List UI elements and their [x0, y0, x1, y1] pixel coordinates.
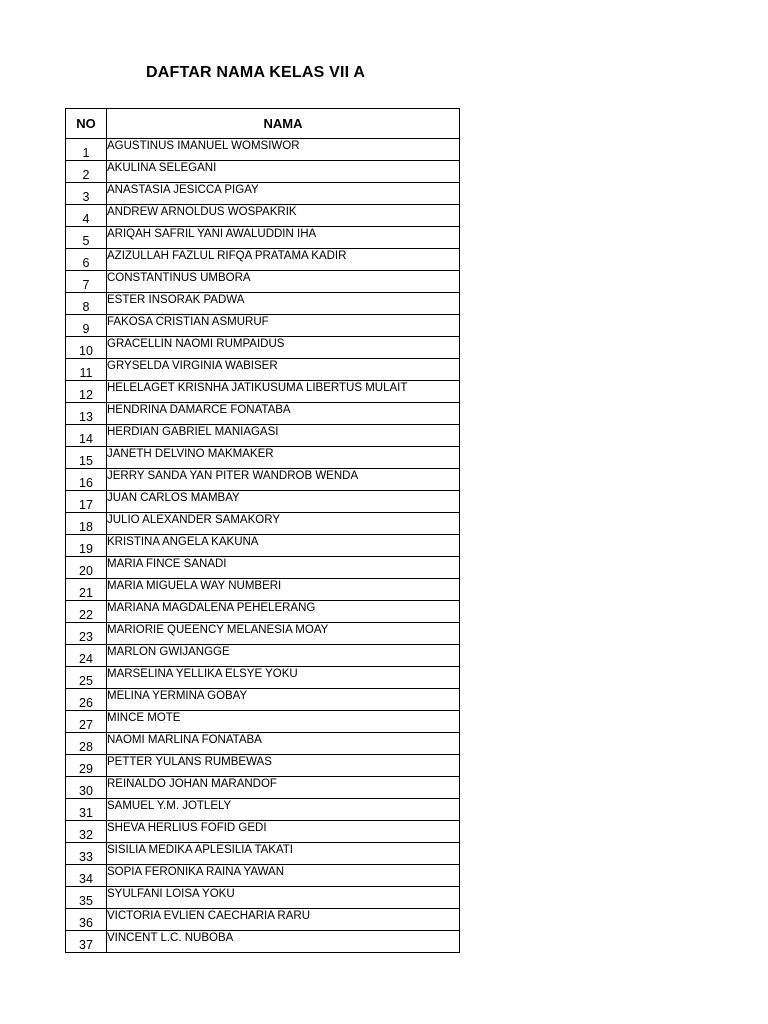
row-number: 12 [66, 381, 107, 403]
student-name: SYULFANI LOISA YOKU [107, 887, 460, 909]
table-row [66, 403, 460, 425]
table-row [66, 865, 460, 887]
row-number: 5 [66, 227, 107, 249]
student-name: MARIANA MAGDALENA PEHELERANG [107, 601, 460, 623]
table-header-row [66, 109, 460, 139]
row-number: 21 [66, 579, 107, 601]
document-title: DAFTAR NAMA KELAS VII A [146, 64, 366, 81]
row-number: 20 [66, 557, 107, 579]
row-number: 30 [66, 777, 107, 799]
table-row [66, 513, 460, 535]
student-name: ARIQAH SAFRIL YANI AWALUDDIN IHA [107, 227, 460, 249]
student-name: HENDRINA DAMARCE FONATABA [107, 403, 460, 425]
student-name: PETTER YULANS RUMBEWAS [107, 755, 460, 777]
student-name: SISILIA MEDIKA APLESILIA TAKATI [107, 843, 460, 865]
table-row [66, 931, 460, 953]
row-number: 32 [66, 821, 107, 843]
table-row [66, 711, 460, 733]
student-name: CONSTANTINUS UMBORA [107, 271, 460, 293]
table-row [66, 535, 460, 557]
table-row [66, 821, 460, 843]
row-number: 1 [66, 139, 107, 161]
student-name: MARSELINA YELLIKA ELSYE YOKU [107, 667, 460, 689]
student-name: HELELAGET KRISNHA JATIKUSUMA LIBERTUS MULAIT [107, 381, 460, 403]
table-row [66, 337, 460, 359]
student-name: MELINA YERMINA GOBAY [107, 689, 460, 711]
column-header-no: NO [66, 109, 107, 139]
row-number: 35 [66, 887, 107, 909]
student-name: GRYSELDA VIRGINIA WABISER [107, 359, 460, 381]
student-name: AGUSTINUS IMANUEL WOMSIWOR [107, 139, 460, 161]
table-row [66, 755, 460, 777]
row-number: 27 [66, 711, 107, 733]
table-row [66, 601, 460, 623]
student-name: VINCENT L.C. NUBOBA [107, 931, 460, 953]
student-list-table [65, 108, 460, 953]
row-number: 31 [66, 799, 107, 821]
table-row [66, 447, 460, 469]
student-name: FAKOSA CRISTIAN ASMURUF [107, 315, 460, 337]
row-number: 26 [66, 689, 107, 711]
row-number: 15 [66, 447, 107, 469]
row-number: 6 [66, 249, 107, 271]
student-name: ANASTASIA JESICCA PIGAY [107, 183, 460, 205]
row-number: 14 [66, 425, 107, 447]
row-number: 3 [66, 183, 107, 205]
student-name: VICTORIA EVLIEN CAECHARIA RARU [107, 909, 460, 931]
row-number: 37 [66, 931, 107, 953]
table-row [66, 645, 460, 667]
student-name: AKULINA SELEGANI [107, 161, 460, 183]
student-name: HERDIAN GABRIEL MANIAGASI [107, 425, 460, 447]
row-number: 7 [66, 271, 107, 293]
student-name: REINALDO JOHAN MARANDOF [107, 777, 460, 799]
row-number: 23 [66, 623, 107, 645]
table-row [66, 271, 460, 293]
table-row [66, 799, 460, 821]
column-header-nama: NAMA [107, 109, 460, 139]
table-row [66, 293, 460, 315]
table-row [66, 183, 460, 205]
table-row [66, 469, 460, 491]
student-name: MINCE MOTE [107, 711, 460, 733]
row-number: 4 [66, 205, 107, 227]
row-number: 28 [66, 733, 107, 755]
table-row [66, 887, 460, 909]
table-row [66, 843, 460, 865]
row-number: 9 [66, 315, 107, 337]
table-row [66, 667, 460, 689]
table-row [66, 491, 460, 513]
row-number: 8 [66, 293, 107, 315]
row-number: 24 [66, 645, 107, 667]
table-row [66, 733, 460, 755]
student-name: MARIA MIGUELA WAY NUMBERI [107, 579, 460, 601]
row-number: 19 [66, 535, 107, 557]
student-name: MARLON GWIJANGGE [107, 645, 460, 667]
table-row [66, 139, 460, 161]
row-number: 33 [66, 843, 107, 865]
student-name: GRACELLIN NAOMI RUMPAIDUS [107, 337, 460, 359]
table-row [66, 381, 460, 403]
student-name: SAMUEL Y.M. JOTLELY [107, 799, 460, 821]
table-row [66, 161, 460, 183]
row-number: 22 [66, 601, 107, 623]
student-name: SHEVA HERLIUS FOFID GEDI [107, 821, 460, 843]
table-row [66, 359, 460, 381]
student-name: JANETH DELVINO MAKMAKER [107, 447, 460, 469]
row-number: 17 [66, 491, 107, 513]
row-number: 29 [66, 755, 107, 777]
student-name: JUAN CARLOS MAMBAY [107, 491, 460, 513]
row-number: 18 [66, 513, 107, 535]
row-number: 34 [66, 865, 107, 887]
table-row [66, 579, 460, 601]
student-name: JERRY SANDA YAN PITER WANDROB WENDA [107, 469, 460, 491]
table-row [66, 623, 460, 645]
row-number: 13 [66, 403, 107, 425]
student-name: AZIZULLAH FAZLUL RIFQA PRATAMA KADIR [107, 249, 460, 271]
row-number: 25 [66, 667, 107, 689]
student-name: SOPIA FERONIKA RAINA YAWAN [107, 865, 460, 887]
student-name: ESTER INSORAK PADWA [107, 293, 460, 315]
table-row [66, 909, 460, 931]
table-row [66, 557, 460, 579]
table-body [66, 139, 460, 953]
student-name: MARIA FINCE SANADI [107, 557, 460, 579]
row-number: 36 [66, 909, 107, 931]
table-row [66, 689, 460, 711]
table-row [66, 249, 460, 271]
student-name: KRISTINA ANGELA KAKUNA [107, 535, 460, 557]
student-name: MARIORIE QUEENCY MELANESIA MOAY [107, 623, 460, 645]
row-number: 10 [66, 337, 107, 359]
table-row [66, 777, 460, 799]
table-row [66, 425, 460, 447]
student-name: ANDREW ARNOLDUS WOSPAKRIK [107, 205, 460, 227]
student-name: NAOMI MARLINA FONATABA [107, 733, 460, 755]
row-number: 16 [66, 469, 107, 491]
row-number: 2 [66, 161, 107, 183]
table-row [66, 227, 460, 249]
row-number: 11 [66, 359, 107, 381]
table-row [66, 315, 460, 337]
student-name: JULIO ALEXANDER SAMAKORY [107, 513, 460, 535]
table-row [66, 205, 460, 227]
